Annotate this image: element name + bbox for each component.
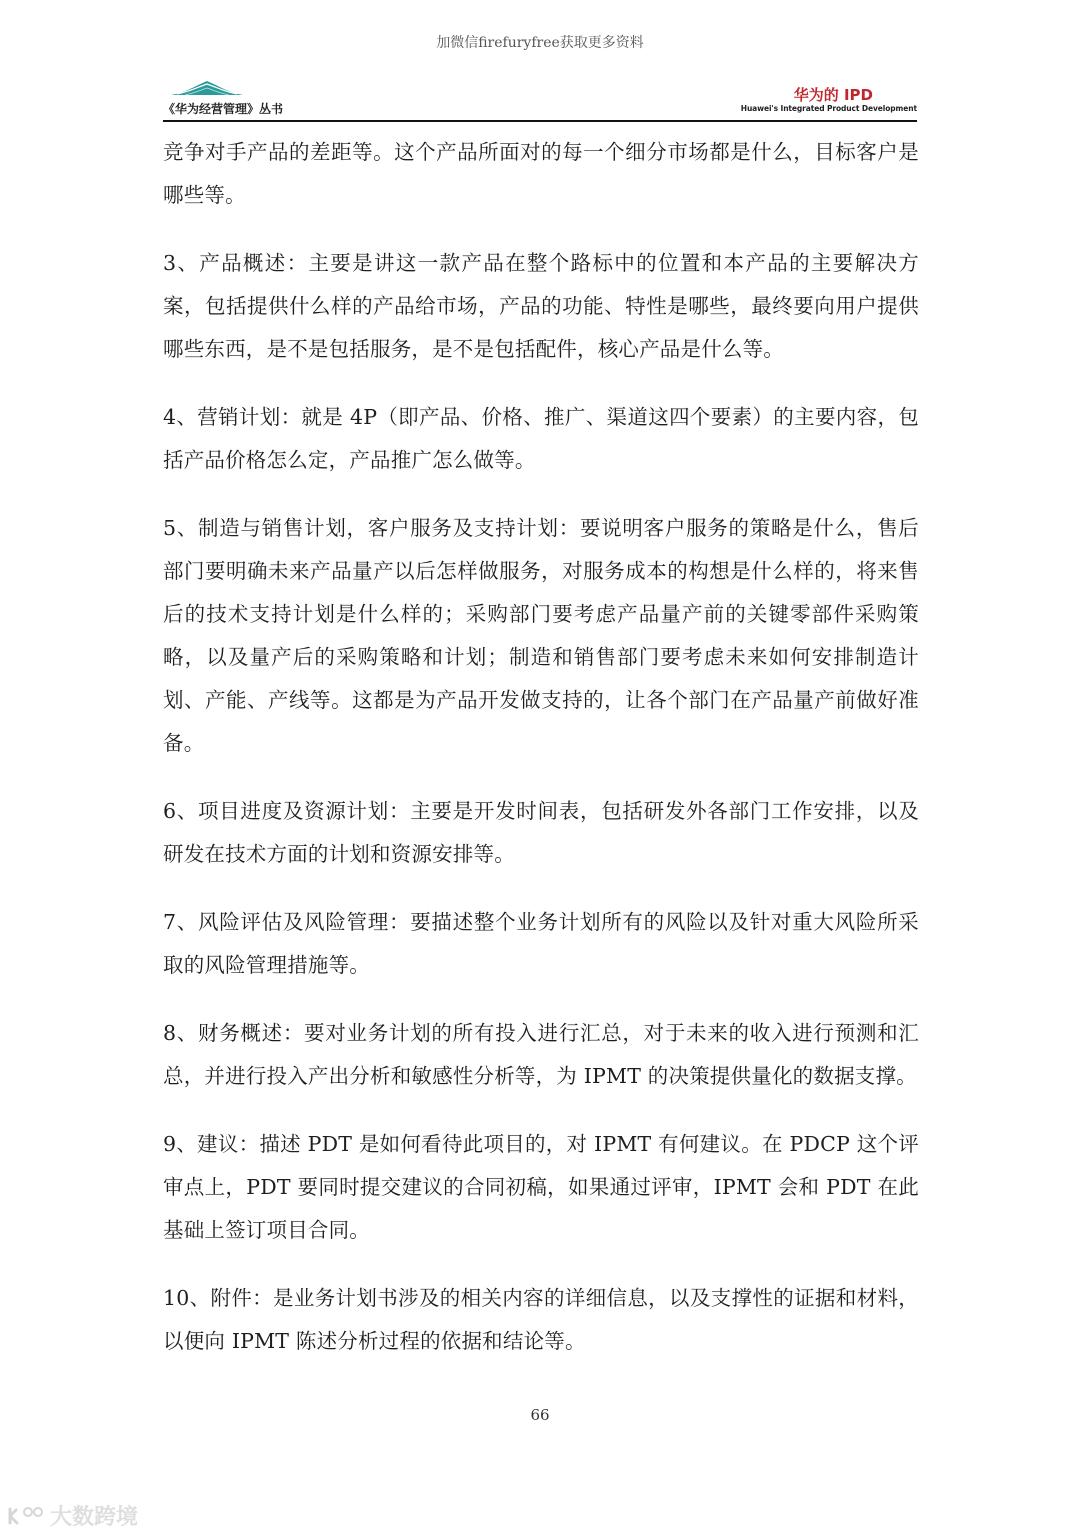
document-body	[163, 131, 919, 1388]
bottom-watermark-text: 大数跨境	[50, 1505, 139, 1530]
mountain-logo-icon	[171, 80, 243, 96]
bottom-watermark	[6, 1500, 138, 1531]
paragraph-manufacturing-sales-plan: 5、制造与销售计划，客户服务及支持计划：要说明客户服务的策略是什么，售后部门要明确未来产品量产以后怎样做服务，对服务成本的构想是什么样的，将来售后的技术支持计划是什么样的；采购部门要考虑产品量产前的关键零部件采购策略，以及量产后的采购策略和计划；制造和销售部门要考虑未来如何安排制造计划、产能、产线等。这都是为产品开发做支持的，让各个部门在产品量产前做好准备。	[163, 516, 919, 755]
page-header	[163, 78, 917, 122]
brand-block	[741, 86, 917, 113]
brand-logo-icon	[6, 1505, 46, 1527]
series-title: 《华为经营管理》丛书	[163, 102, 284, 116]
brand-subtitle: Huawei's Integrated Product Development	[740, 104, 917, 113]
brand-title: 华为的 IPD	[793, 86, 873, 104]
paragraph-financial-overview: 8、财务概述：要对业务计划的所有投入进行汇总，对于未来的收入进行预测和汇总，并进行投入产出分析和敏感性分析等，为 IPMT 的决策提供量化的数据支撑。	[163, 1021, 919, 1088]
paragraph-continuation: 竞争对手产品的差距等。这个产品所面对的每一个细分市场都是什么，目标客户是哪些等。	[163, 140, 919, 207]
paragraph-schedule-resources: 6、项目进度及资源计划：主要是开发时间表，包括研发外各部门工作安排，以及研发在技术方面的计划和资源安排等。	[163, 799, 919, 866]
paragraph-marketing-plan: 4、营销计划：就是 4P（即产品、价格、推广、渠道这四个要素）的主要内容，包括产品价格怎么定，产品推广怎么做等。	[163, 405, 919, 472]
paragraph-recommendation: 9、建议：描述 PDT 是如何看待此项目的，对 IPMT 有何建议。在 PDCP 这个评审点上，PDT 要同时提交建议的合同初稿，如果通过评审，IPMT 会和 PDT 在此基础上签订项目合同。	[163, 1132, 919, 1242]
top-watermark: 加微信firefuryfree获取更多资料	[436, 35, 644, 51]
paragraph-risk-management: 7、风险评估及风险管理：要描述整个业务计划所有的风险以及针对重大风险所采取的风险管理措施等。	[163, 910, 919, 977]
page-number: 66	[530, 1406, 550, 1424]
paragraph-product-overview: 3、产品概述：主要是讲这一款产品在整个路标中的位置和本产品的主要解决方案，包括提供什么样的产品给市场，产品的功能、特性是哪些，最终要向用户提供哪些东西，是不是包括服务，是不是包括配件，核心产品是什么等。	[163, 251, 919, 361]
header-divider	[163, 120, 917, 122]
paragraph-attachments: 10、附件：是业务计划书涉及的相关内容的详细信息，以及支撑性的证据和材料，以便向 IPMT 陈述分析过程的依据和结论等。	[163, 1286, 919, 1353]
